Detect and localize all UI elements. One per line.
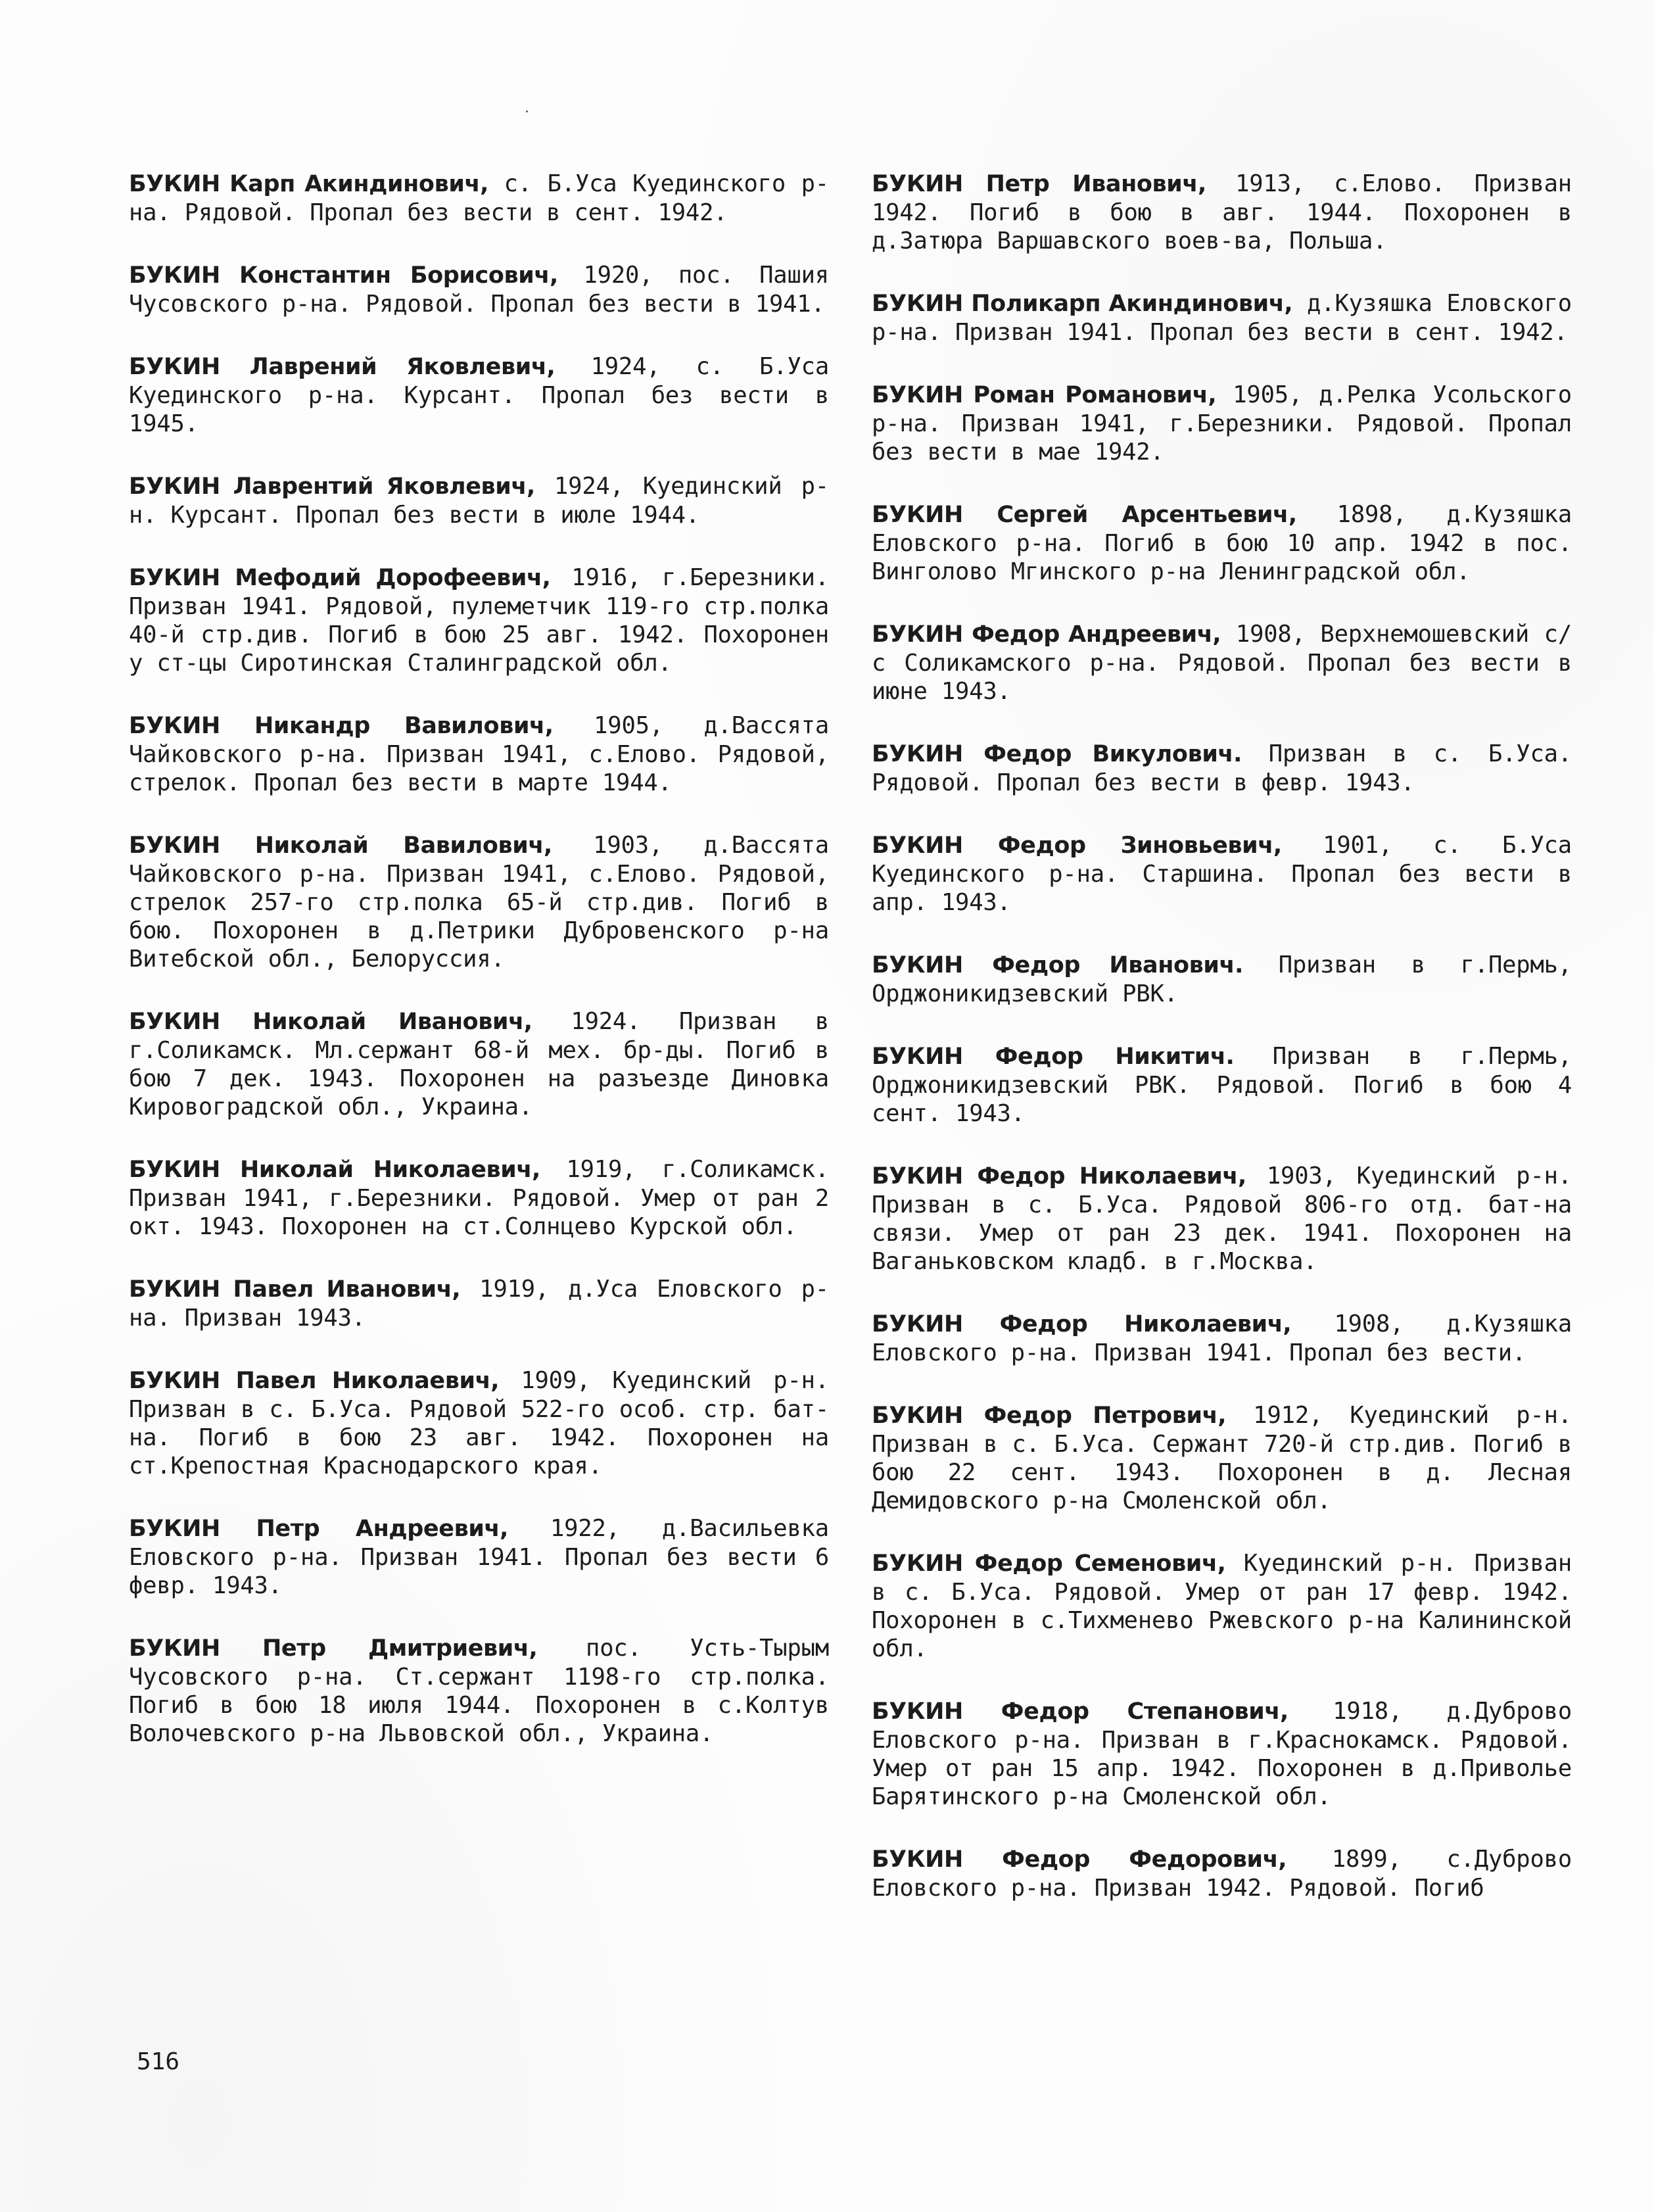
entry xyxy=(872,1401,1572,1515)
entry xyxy=(872,740,1572,797)
entry xyxy=(872,170,1572,255)
entry xyxy=(872,1042,1572,1128)
entry xyxy=(872,500,1572,586)
entry-name: БУКИН Лаврентий Яковлевич, xyxy=(129,473,535,500)
entry-name: БУКИН Федор Андреевич, xyxy=(872,621,1221,648)
entry-name: БУКИН Федор Николаевич, xyxy=(872,1311,1292,1337)
entry-name: БУКИН Карп Акиндинович, xyxy=(129,171,488,197)
entry-name: БУКИН Николай Николаевич, xyxy=(129,1157,540,1183)
entry-text: 1924, Куединский р-н. Курсант. Пропал без вести в июле 1944. xyxy=(129,473,829,529)
entry xyxy=(129,170,829,227)
entry xyxy=(129,564,829,677)
entry-text: 1898, д.Кузяшка Еловского р-на. Погиб в бою 10 апр. 1942 в пос. Винголово Мгинского р-на Ленинградской обл. xyxy=(872,501,1572,585)
entry-name: БУКИН Поликарп Акиндинович, xyxy=(872,291,1293,317)
entry xyxy=(872,1549,1572,1663)
entry-text: 1918, д.Дуброво Еловского р-на. Призван в г.Краснокамск. Рядовой. Умер от ран 15 апр. 1942. Похоронен в д.Приволье Барятинского р-на Смоленской обл. xyxy=(872,1698,1572,1810)
entry xyxy=(872,620,1572,706)
entry xyxy=(129,711,829,797)
entry-text: Призван в г.Пермь, Орджоникидзевский РВК. xyxy=(872,951,1572,1007)
entry-name: БУКИН Петр Дмитриевич, xyxy=(129,1635,538,1662)
entry-name: БУКИН Федор Семенович, xyxy=(872,1551,1226,1577)
entry-text: 1922, д.Васильевка Еловского р-на. Призван 1941. Пропал без вести 6 февр. 1943. xyxy=(129,1515,829,1599)
entry xyxy=(129,1514,829,1600)
entry xyxy=(872,831,1572,917)
entry xyxy=(129,1634,829,1748)
entry xyxy=(129,1155,829,1241)
entry xyxy=(872,951,1572,1008)
entry-text: д.Кузяшка Еловского р-на. Призван 1941. Пропал без вести в сент. 1942. xyxy=(872,290,1572,346)
entry-name: БУКИН Федор Степанович, xyxy=(872,1698,1288,1725)
entry xyxy=(872,1162,1572,1276)
entry-name: БУКИН Федор Викулович. xyxy=(872,741,1242,767)
entry-name: БУКИН Николай Иванович, xyxy=(129,1009,532,1035)
entry-name: БУКИН Лаврений Яковлевич, xyxy=(129,354,555,380)
entry xyxy=(129,1275,829,1332)
entry-text: 1903, д.Вассята Чайковского р-на. Призван 1941, с.Елово. Рядовой, стрелок 257-го стр.полка 65-й стр.див. Погиб в бою. Похоронен в д.Петрики Дубровенского р-на Витебской обл., Белоруссия. xyxy=(129,832,829,973)
entry-name: БУКИН Федор Петрович, xyxy=(872,1403,1227,1429)
page-number: 516 xyxy=(137,2048,180,2075)
entry-name: БУКИН Николай Вавилович, xyxy=(129,832,552,859)
entry-text: 1905, д.Вассята Чайковского р-на. Призван 1941, с.Елово. Рядовой, стрелок. Пропал без вести в марте 1944. xyxy=(129,712,829,796)
entry-text: Призван в с. Б.Уса. Рядовой. Пропал без вести в февр. 1943. xyxy=(872,740,1572,796)
entry xyxy=(872,1697,1572,1811)
entry-name: БУКИН Никандр Вавилович, xyxy=(129,713,554,739)
entry-name: БУКИН Петр Андреевич, xyxy=(129,1516,508,1542)
print-speck xyxy=(526,110,528,112)
entry-name: БУКИН Федор Зиновьевич, xyxy=(872,832,1282,859)
entry-text: Куединский р-н. Призван в с. Б.Уса. Рядовой. Умер от ран 17 февр. 1942. Похоронен в с.Тихменево Ржевского р-на Калининской обл. xyxy=(872,1550,1572,1662)
left-column xyxy=(129,170,829,1782)
entry-name: БУКИН Павел Иванович, xyxy=(129,1276,461,1303)
entry xyxy=(129,352,829,438)
right-column xyxy=(872,170,1572,1936)
entry-text: 1913, с.Елово. Призван 1942. Погиб в бою в авг. 1944. Похоронен в д.Затюра Варшавского воев-ва, Польша. xyxy=(872,170,1572,254)
entry-text: пос. Усть-Тырым Чусовского р-на. Ст.сержант 1198-го стр.полка. Погиб в бою 18 июля 1944. Похоронен в с.Колтув Волочевского р-на Львовской обл., Украина. xyxy=(129,1635,830,1747)
entry xyxy=(129,1007,829,1121)
entry-text: 1920, пос. Пашия Чусовского р-на. Рядовой. Пропал без вести в 1941. xyxy=(129,262,829,318)
entry-text: 1908, Верхнемошевский с/с Соликамского р-на. Рядовой. Пропал без вести в июне 1943. xyxy=(872,621,1572,705)
entry-name: БУКИН Федор Иванович. xyxy=(872,952,1244,978)
entry-name: БУКИН Петр Иванович, xyxy=(872,171,1206,197)
entry xyxy=(129,831,829,973)
entry-text: 1919, д.Уса Еловского р-на. Призван 1943. xyxy=(129,1276,829,1332)
entry xyxy=(129,261,829,318)
entry xyxy=(872,289,1572,347)
entry-text: 1905, д.Релка Усольского р-на. Призван 1941, г.Березники. Рядовой. Пропал без вести в мае 1942. xyxy=(872,381,1572,466)
entry-text: 1912, Куединский р-н. Призван в с. Б.Уса. Сержант 720-й стр.див. Погиб в бою 22 сент. 1943. Похоронен в д. Лесная Демидовского р-на Смоленской обл. xyxy=(872,1402,1572,1514)
entry-name: БУКИН Павел Николаевич, xyxy=(129,1368,500,1394)
entry xyxy=(129,1366,829,1480)
entry-name: БУКИН Федор Никитич. xyxy=(872,1044,1235,1070)
entry-text: 1909, Куединский р-н. Призван в с. Б.Уса. Рядовой 522-го особ. стр. бат-на. Погиб в бою 23 авг. 1942. Похоронен на ст.Крепостная Краснодарского края. xyxy=(129,1367,829,1479)
entry-text: с. Б.Уса Куединского р-на. Рядовой. Пропал без вести в сент. 1942. xyxy=(129,170,829,226)
entry xyxy=(872,1845,1572,1902)
entry-name: БУКИН Федор Федорович, xyxy=(872,1846,1287,1873)
entry-name: БУКИН Федор Николаевич, xyxy=(872,1163,1246,1190)
entry-text: 1916, г.Березники. Призван 1941. Рядовой, пулеметчик 119-го стр.полка 40-й стр.див. Погиб в бою 25 авг. 1942. Похоронен у ст-цы Сиротинская Сталинградской обл. xyxy=(129,564,829,677)
entry-text: 1924. Призван в г.Соликамск. Мл.сержант 68-й мех. бр-ды. Погиб в бою 7 дек. 1943. Похоронен на разъезде Диновка Кировоградской обл., Украина. xyxy=(129,1008,830,1120)
entry-text: 1924, с. Б.Уса Куединского р-на. Курсант. Пропал без вести в 1945. xyxy=(129,353,829,437)
entry-text: 1903, Куединский р-н. Призван в с. Б.Уса. Рядовой 806-го отд. бат-на связи. Умер от ран 23 дек. 1941. Похоронен на Ваганьковском кладб. в г.Москва. xyxy=(872,1163,1572,1275)
entry-text: 1901, с. Б.Уса Куединского р-на. Старшина. Пропал без вести в апр. 1943. xyxy=(872,832,1572,916)
entry-name: БУКИН Роман Романович, xyxy=(872,382,1217,408)
entry-name: БУКИН Константин Борисович, xyxy=(129,262,558,289)
entry xyxy=(872,1310,1572,1367)
entry-text: Призван в г.Пермь, Орджоникидзевский РВК. Рядовой. Погиб в бою 4 сент. 1943. xyxy=(872,1043,1572,1127)
entry-text: 1899, с.Дуброво Еловского р-на. Призван 1942. Рядовой. Погиб xyxy=(872,1846,1572,1902)
entry-text: 1919, г.Соликамск. Призван 1941, г.Березники. Рядовой. Умер от ран 2 окт. 1943. Похоронен на ст.Солнцево Курской обл. xyxy=(129,1156,829,1240)
entry-name: БУКИН Мефодий Дорофеевич, xyxy=(129,565,551,591)
entry-text: 1908, д.Кузяшка Еловского р-на. Призван 1941. Пропал без вести. xyxy=(872,1310,1572,1366)
entry xyxy=(872,381,1572,466)
entry xyxy=(129,472,829,529)
entry-name: БУКИН Сергей Арсентьевич, xyxy=(872,502,1297,528)
